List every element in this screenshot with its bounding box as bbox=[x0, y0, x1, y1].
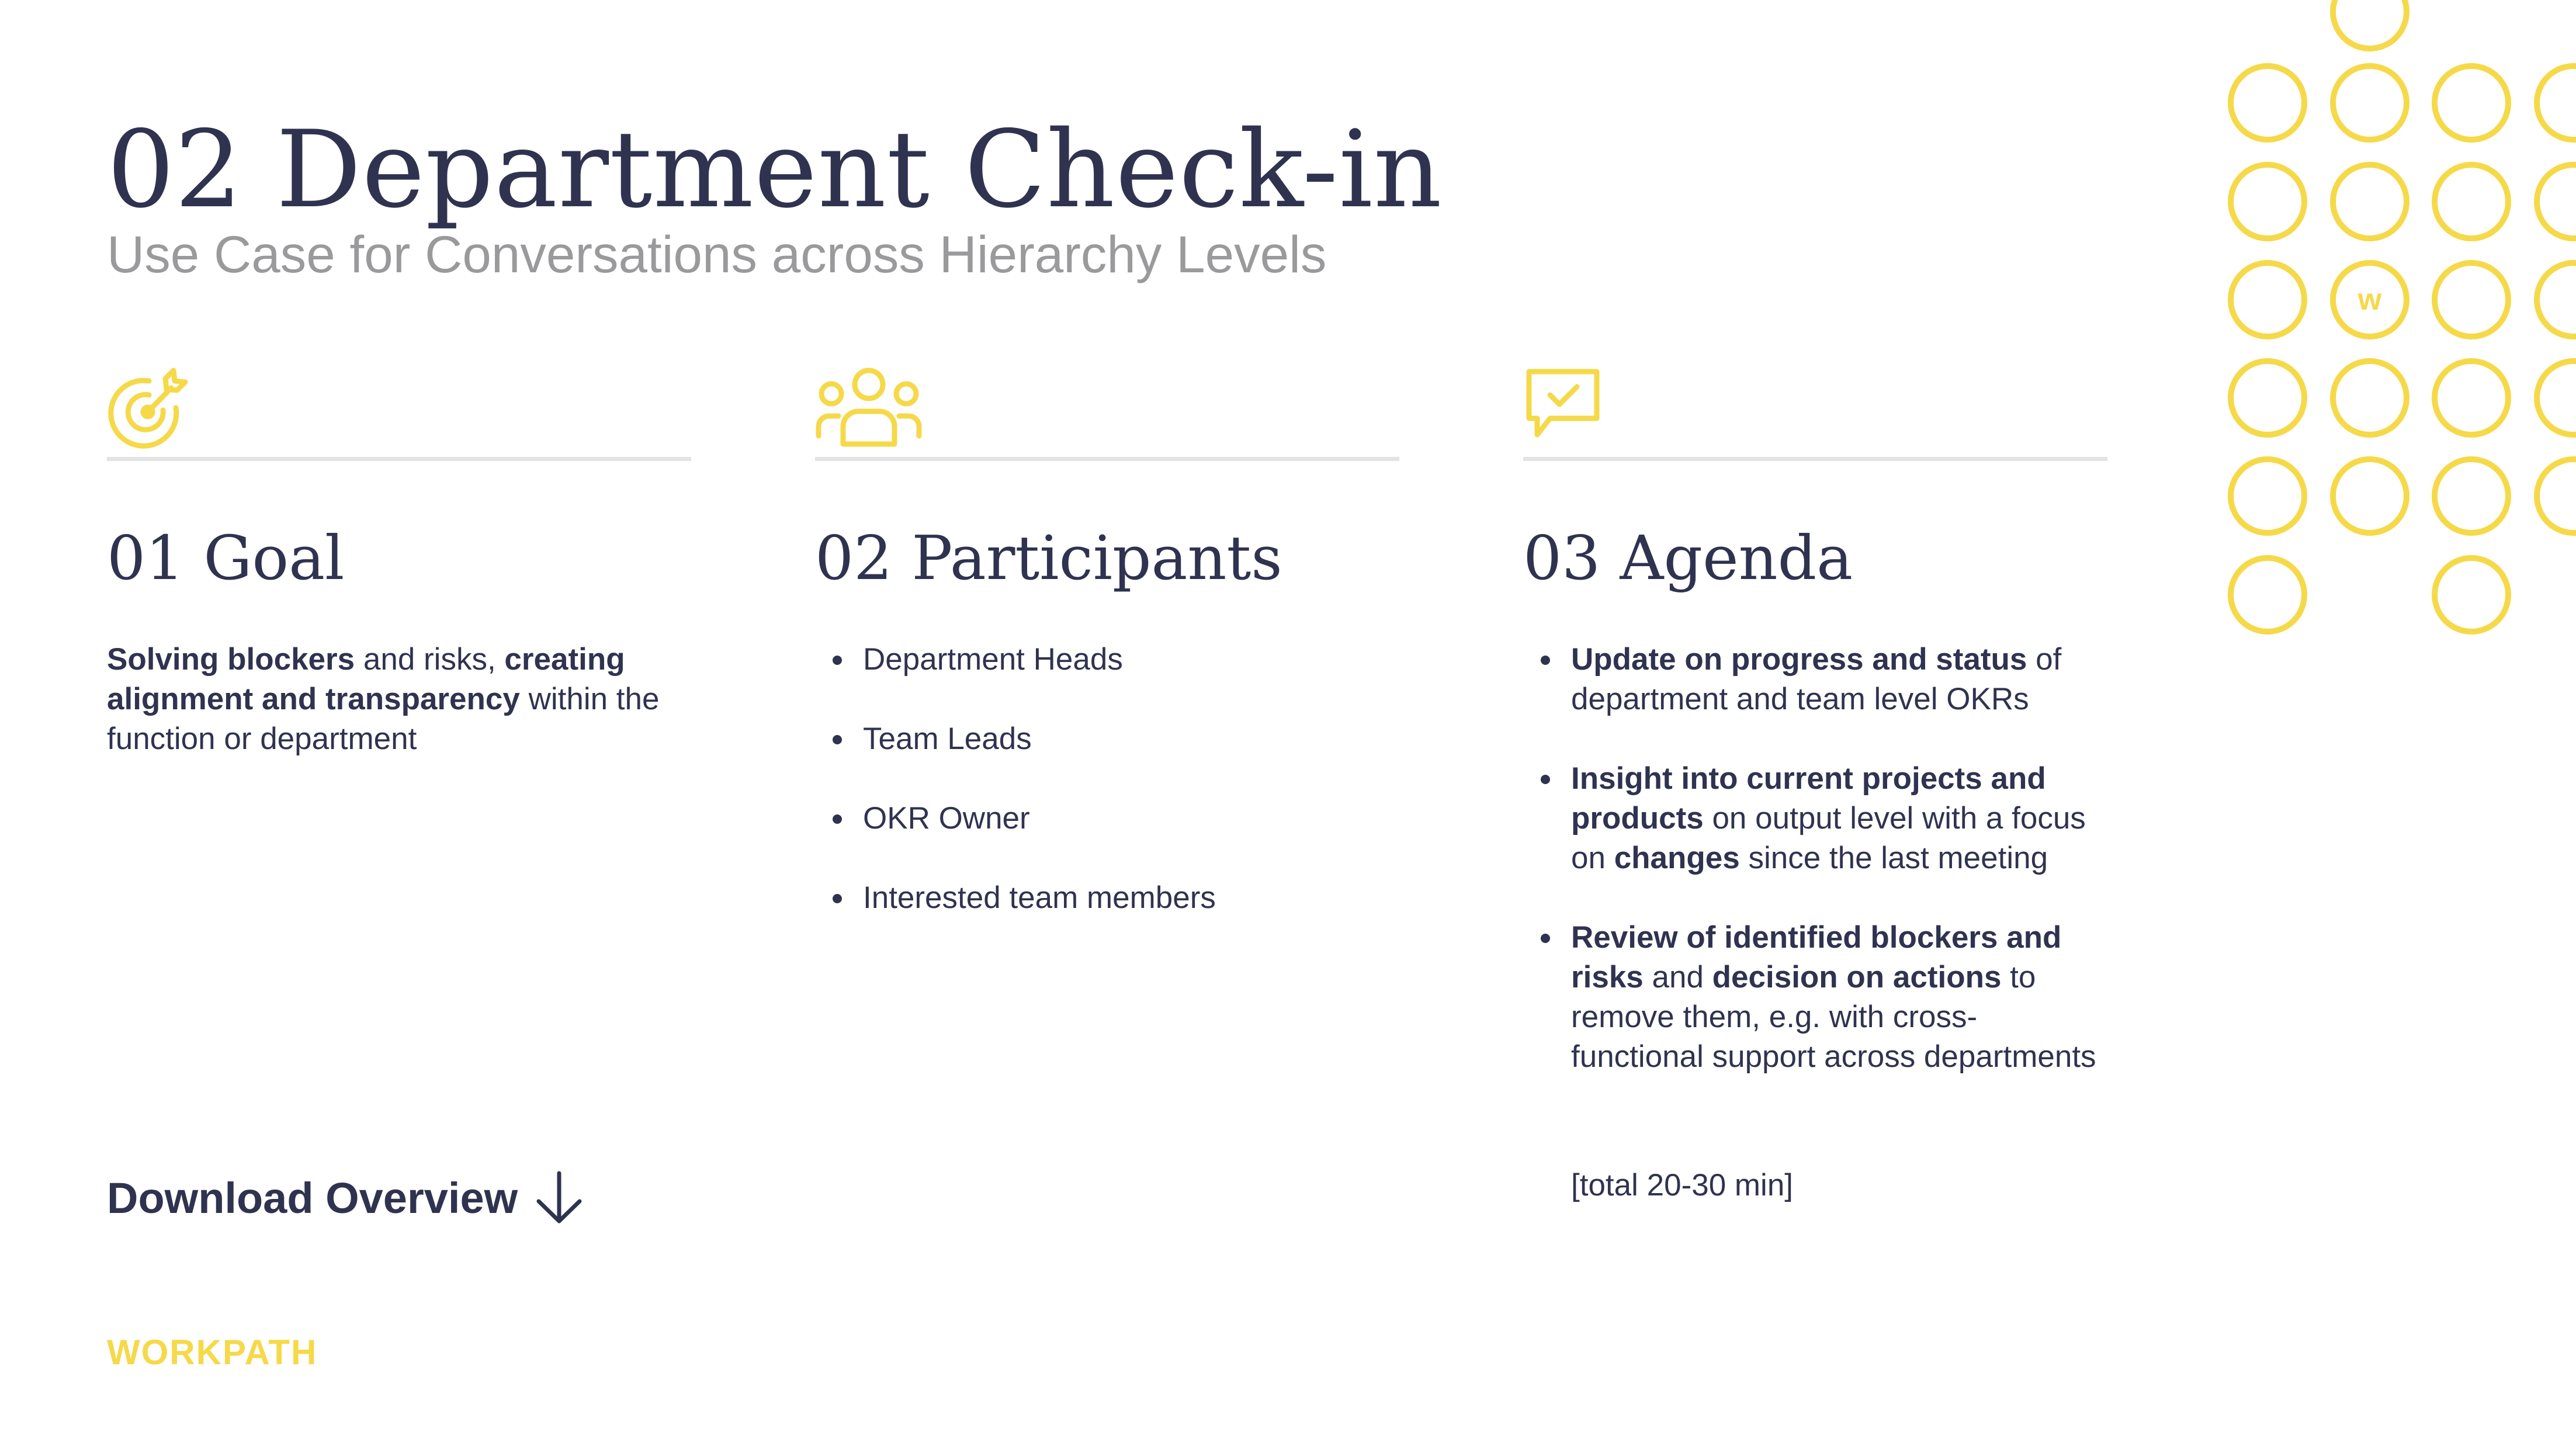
list-item bbox=[1523, 759, 2107, 878]
deco-circle bbox=[2435, 165, 2508, 238]
list-item: Department Heads bbox=[815, 640, 1399, 680]
deco-circle bbox=[2537, 66, 2576, 140]
agenda-item-bold: Insight into current projects and products bbox=[1571, 761, 2046, 836]
deco-circle bbox=[2435, 66, 2508, 140]
deco-circle bbox=[2333, 66, 2407, 140]
brand-badge-letter: w bbox=[2357, 283, 2382, 317]
goal-text: within the function or department bbox=[107, 682, 660, 756]
deco-circle bbox=[2333, 459, 2407, 533]
agenda-item-text: and bbox=[1643, 960, 1712, 994]
participants-heading: 02 Participants bbox=[815, 522, 1282, 594]
chat-check-icon bbox=[1523, 362, 1605, 450]
team-icon bbox=[815, 362, 923, 450]
agenda-item-text: since the last meeting bbox=[1739, 841, 2048, 875]
goal-text: and risks, bbox=[355, 642, 505, 677]
page-subtitle: Use Case for Conversations across Hierarchy Levels bbox=[107, 225, 1327, 283]
agenda-item-text: to remove them, e.g. with cross-functional support across departments bbox=[1571, 960, 2096, 1074]
deco-circle bbox=[2333, 165, 2407, 238]
deco-circle bbox=[2231, 66, 2304, 140]
title-text: Department Check-in bbox=[276, 108, 1443, 231]
title-number: 02 bbox=[107, 108, 242, 231]
agenda-item-bold: decision on actions bbox=[1712, 960, 2002, 994]
deco-circle bbox=[2537, 361, 2576, 435]
agenda-item-bold: changes bbox=[1614, 841, 1740, 875]
deco-circle bbox=[2231, 263, 2304, 337]
list-item: Interested team members bbox=[815, 878, 1399, 918]
deco-circle bbox=[2333, 0, 2407, 48]
agenda-heading: 03 Agenda bbox=[1523, 522, 1853, 594]
target-icon bbox=[107, 362, 189, 450]
goal-description bbox=[107, 640, 679, 759]
deco-circle bbox=[2435, 459, 2508, 533]
deco-circle bbox=[2537, 459, 2576, 533]
deco-circle bbox=[2231, 459, 2304, 533]
column-divider bbox=[1523, 457, 2107, 461]
agenda-total-duration: [total 20-30 min] bbox=[1571, 1168, 1794, 1202]
agenda-list bbox=[1523, 640, 2107, 1117]
agenda-item-bold: Update on progress and status bbox=[1571, 642, 2027, 677]
arrow-down-icon bbox=[534, 1170, 584, 1226]
deco-circle bbox=[2435, 558, 2508, 632]
goal-text-bold: creating alignment and transparency bbox=[107, 642, 625, 716]
deco-circle bbox=[2537, 263, 2576, 337]
column-divider bbox=[815, 457, 1399, 461]
brand-logo: WORKPATH bbox=[107, 1333, 318, 1372]
deco-circle bbox=[2231, 558, 2304, 632]
list-item bbox=[1523, 918, 2107, 1077]
download-label: Download Overview bbox=[107, 1173, 518, 1222]
page-title bbox=[107, 108, 1443, 231]
list-item bbox=[1523, 640, 2107, 719]
agenda-item-text: of department and team level OKRs bbox=[1571, 642, 2062, 716]
column-divider bbox=[107, 457, 691, 461]
agenda-item-bold: Review of identified blockers and risks bbox=[1571, 920, 2062, 994]
agenda-item-text: on output level with a focus on bbox=[1571, 801, 2086, 875]
goal-text-bold: Solving blockers bbox=[107, 642, 355, 677]
deco-circle bbox=[2231, 165, 2304, 238]
participants-list bbox=[815, 640, 1399, 958]
goal-heading: 01 Goal bbox=[107, 522, 345, 594]
list-item: Team Leads bbox=[815, 719, 1399, 759]
download-overview-link[interactable] bbox=[107, 1169, 584, 1227]
deco-circle bbox=[2231, 361, 2304, 435]
deco-circle bbox=[2537, 165, 2576, 238]
deco-circle bbox=[2435, 263, 2508, 337]
list-item: OKR Owner bbox=[815, 799, 1399, 838]
deco-circle bbox=[2435, 361, 2508, 435]
deco-circle bbox=[2333, 361, 2407, 435]
